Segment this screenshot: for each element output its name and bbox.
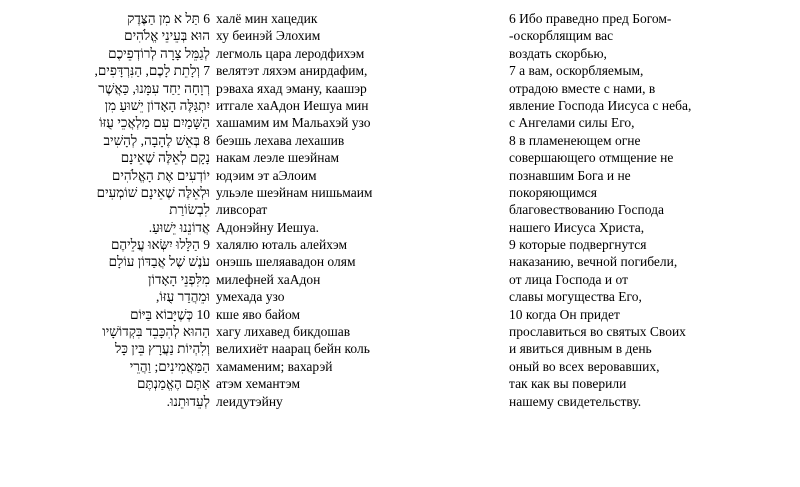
transliteration-line: велятэт ляхэм анирдафим, (216, 63, 368, 79)
russian-line: благовествованию Господа (509, 202, 664, 218)
transliteration-line: итгале хаАдон Иешуа мин (216, 97, 369, 113)
transliteration-line: накам леэле шеэйнам (216, 150, 340, 166)
transliteration-line: Адонэйну Иешуа. (216, 219, 320, 235)
russian-line: совершающего отмщение не (509, 150, 674, 166)
transliteration-line: беэшь лехава лехашив (216, 132, 345, 148)
transliteration-line: халё мин хацедик (216, 11, 318, 26)
transliteration-line: хагу лихавед бикдошав (216, 324, 351, 340)
transliteration-line: хамаменим; вахарэй (216, 358, 333, 374)
hebrew-line: רְוָחָה יַחַד עִמָּנוּ, כַּאֲשֶׁר (98, 80, 210, 96)
hebrew-line: יִתְגַּלֶּה הָאָדוֹן יֵשׁוּעַ מִן (104, 97, 210, 113)
hebrew-line: יוֹדְעִים אֶת הָאֱלֹהִים (111, 167, 210, 183)
russian-line: оный во всех веровавших, (509, 358, 660, 374)
hebrew-column (90, 10, 210, 410)
hebrew-line: 10 כְּשֶׁיָּבוֹא בַּיּוֹם (130, 306, 210, 322)
hebrew-line: מִלִּפְנֵי הָאָדוֹן (148, 271, 210, 287)
hebrew-line: 6 תַּל א מִן הַצֶּדֶק (127, 11, 210, 26)
transliteration-line: ульэле шеэйнам нишьмаим (216, 184, 373, 200)
hebrew-line: הַשָּׁמַיִם עִם מַלְאֲכֵי עֻזּוֹ (99, 115, 210, 131)
russian-line: нашему свидетельству. (509, 393, 642, 409)
russian-column (509, 10, 749, 410)
transliteration-line: милефней хаАдон (216, 271, 321, 287)
transliteration-line: умехада узо (216, 289, 285, 305)
transliteration-line: халялю юталь алейхэм (216, 237, 348, 253)
transliteration-line: леидутэйну (216, 393, 283, 409)
transliteration-line: атэм хемантэм (216, 376, 300, 392)
russian-line: покоряющимся (509, 184, 598, 200)
hebrew-line: לְעֵדוּתֵנוּ. (166, 393, 210, 409)
russian-line: 6 Ибо праведно пред Богом- (509, 11, 672, 26)
hebrew-line: עֹנֶשׁ שֶׁל אֲבַדּוֹן עוֹלָם (108, 254, 210, 270)
russian-line: так как вы поверили (509, 376, 627, 392)
transliteration-line: хашамим им Мальахэй узо (216, 115, 371, 131)
russian-line: от лица Господа и от (509, 271, 628, 287)
transliteration-line: велихиёт наарац бейн коль (216, 341, 370, 357)
hebrew-line: הַהוּא לְהִכָּבֵד בִּקְדוֹשָׁיו (102, 324, 210, 340)
russian-line: прославиться во святых Своих (509, 324, 686, 340)
russian-line: 7 а вам, оскорбляемым, (509, 63, 644, 79)
hebrew-line: וּלְאֵלֶּה שֶׁאֵינָם שׁוֹמְעִים (96, 184, 210, 200)
transliteration-line: ху беинэй Элохим (216, 28, 321, 44)
russian-line: явление Господа Иисуса с неба, (509, 97, 692, 113)
hebrew-line: 7 וְלָתֵת לָכֶם, הַנִּרְדָּפִים, (94, 63, 210, 79)
russian-line: 9 которые подвергнутся (509, 237, 647, 253)
transliteration-line: юдэим эт аЭлоим (216, 167, 317, 183)
transliteration-column (216, 10, 416, 410)
hebrew-line: לִבְשׂוֹרַת (169, 202, 210, 218)
hebrew-line: 9 הַלָּלוּ יִשְּׂאוּ עֲלֵיהֶם (110, 237, 210, 253)
transliteration-line: кше яво байом (216, 306, 301, 322)
russian-line: -оскорблящим вас (509, 28, 614, 44)
russian-line: с Ангелами силы Его, (509, 115, 635, 131)
transliteration-line: ливсорат (216, 202, 268, 218)
transliteration-line: легмоль цара леродфихэм (216, 45, 365, 61)
transliteration-line: онэшь шеляавадон олям (216, 254, 356, 270)
russian-line: 8 в пламенеющем огне (509, 132, 641, 148)
russian-line: славы могущества Его, (509, 289, 642, 305)
hebrew-line: הוּא בְּעֵינֵי אֱלֹהִים (124, 28, 210, 44)
hebrew-line: נָקָם לְאֵלֶּה שֶׁאֵינָם (120, 150, 210, 166)
transliteration-line: рэваха яхад эману, каашэр (216, 80, 367, 96)
russian-line: отрадою вместе с нами, в (509, 80, 656, 96)
hebrew-line: הַמַּאֲמִינִים; וַהֲרֵי (129, 358, 210, 374)
hebrew-line: אַתֶּם הֶאֱמַנְתֶּם (136, 376, 210, 392)
hebrew-line: וְלִהְיוֹת נַעֲרָץ בֵּין כָּל (115, 341, 210, 357)
russian-line: воздать скорбью, (509, 45, 607, 61)
hebrew-line: אֲדוֹנֵנוּ יֵשׁוּעַ. (148, 219, 210, 235)
hebrew-line: 8 בְּאֵשׁ לֶהָבָה, לְהָשִׁיב (103, 132, 210, 148)
hebrew-line: לְגַמֵּל צָרָה לְרוֹדְפֵיכֶם (108, 45, 210, 61)
russian-line: и явиться дивным в день (509, 341, 652, 357)
russian-line: нашего Иисуса Христа, (509, 219, 645, 235)
russian-line: 10 когда Он придет (509, 306, 620, 322)
russian-line: наказанию, вечной погибели, (509, 254, 678, 270)
hebrew-line: וּמֵהֲדַר עֻזּוֹ, (156, 289, 210, 305)
russian-line: познавшим Бога и не (509, 167, 631, 183)
